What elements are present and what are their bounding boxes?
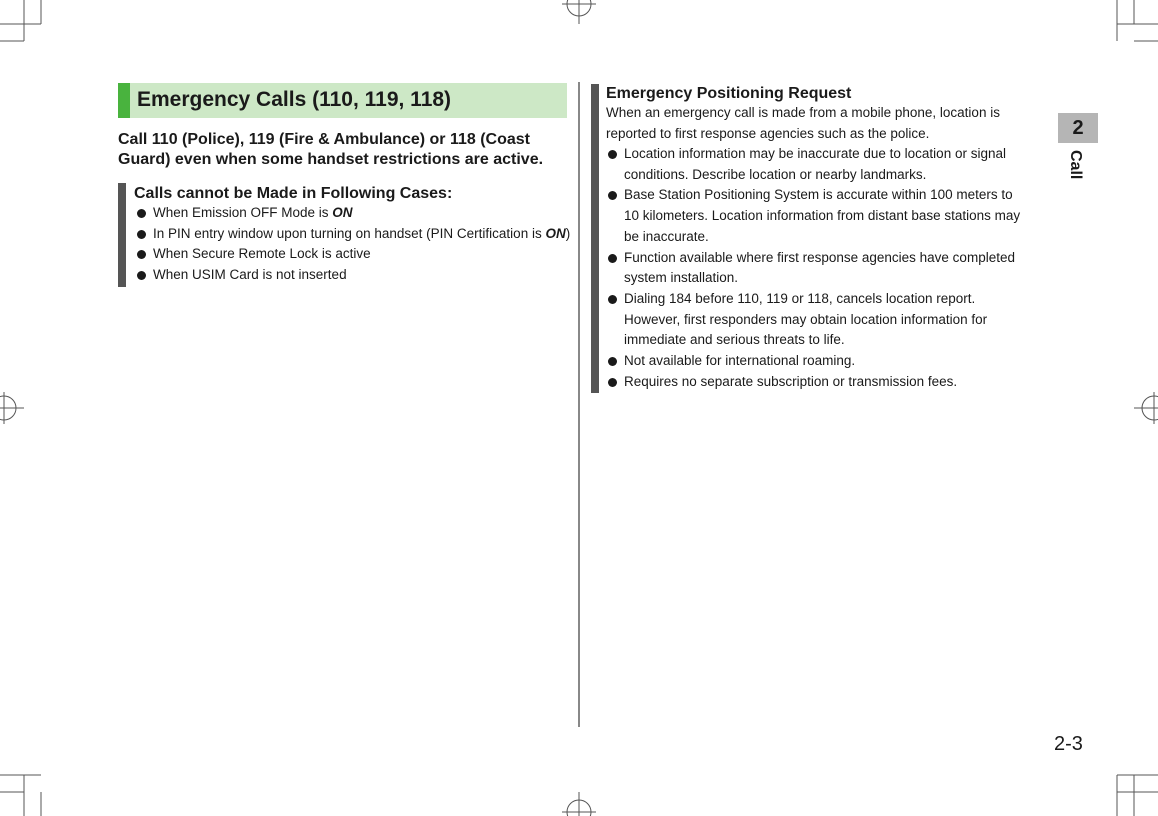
bullet-icon [608,378,617,387]
chapter-label: Call [1067,150,1084,180]
bullet-icon [137,250,146,259]
page-number: 2-3 [1054,733,1083,755]
list-item: Function available where first response agencies have completed system installation. [606,248,1028,289]
bullet-icon [608,191,617,200]
chapter-tab [1058,113,1098,143]
list-item: Not available for international roaming. [606,351,1028,372]
list-item: Location information may be inaccurate due to location or signal conditions. Describe location or nearby landmarks. [606,144,1028,185]
cases-heading: Calls cannot be Made in Following Cases: [134,185,453,202]
list-item: When Emission OFF Mode is ON [135,203,575,224]
section-heading-accent-bar [118,83,130,118]
list-item: When USIM Card is not inserted [135,265,575,286]
section-title: Emergency Calls (110, 119, 118) [137,88,452,111]
cases-side-bar [118,183,126,287]
list-item: In PIN entry window upon turning on handset (PIN Certification is ON) [135,224,575,245]
list-item: When Secure Remote Lock is active [135,244,575,265]
cases-list [135,203,575,286]
list-item: Base Station Positioning System is accurate within 100 meters to 10 kilometers. Location information from distant base stations may be inaccurate. [606,185,1028,247]
list-item: Requires no separate subscription or transmission fees. [606,372,1028,393]
section-heading [118,83,567,118]
bullet-icon [608,254,617,263]
bullet-icon [608,295,617,304]
positioning-intro: When an emergency call is made from a mobile phone, location is reported to first response agencies such as the police. [606,105,1000,141]
bullet-icon [608,357,617,366]
bullet-icon [137,209,146,218]
column-divider [578,82,580,727]
section-intro: Call 110 (Police), 119 (Fire & Ambulance) or 118 (Coast Guard) even when some handset restrictions are active. [118,131,544,168]
bullet-icon [137,271,146,280]
chapter-number: 2 [1072,117,1084,139]
positioning-side-bar [591,84,599,393]
positioning-heading: Emergency Positioning Request [606,85,852,102]
list-item: Dialing 184 before 110, 119 or 118, cancels location report. However, first responders may obtain location information for immediate and serious threats to life. [606,289,1028,351]
bullet-icon [137,230,146,239]
positioning-list [606,144,1028,392]
bullet-icon [608,150,617,159]
